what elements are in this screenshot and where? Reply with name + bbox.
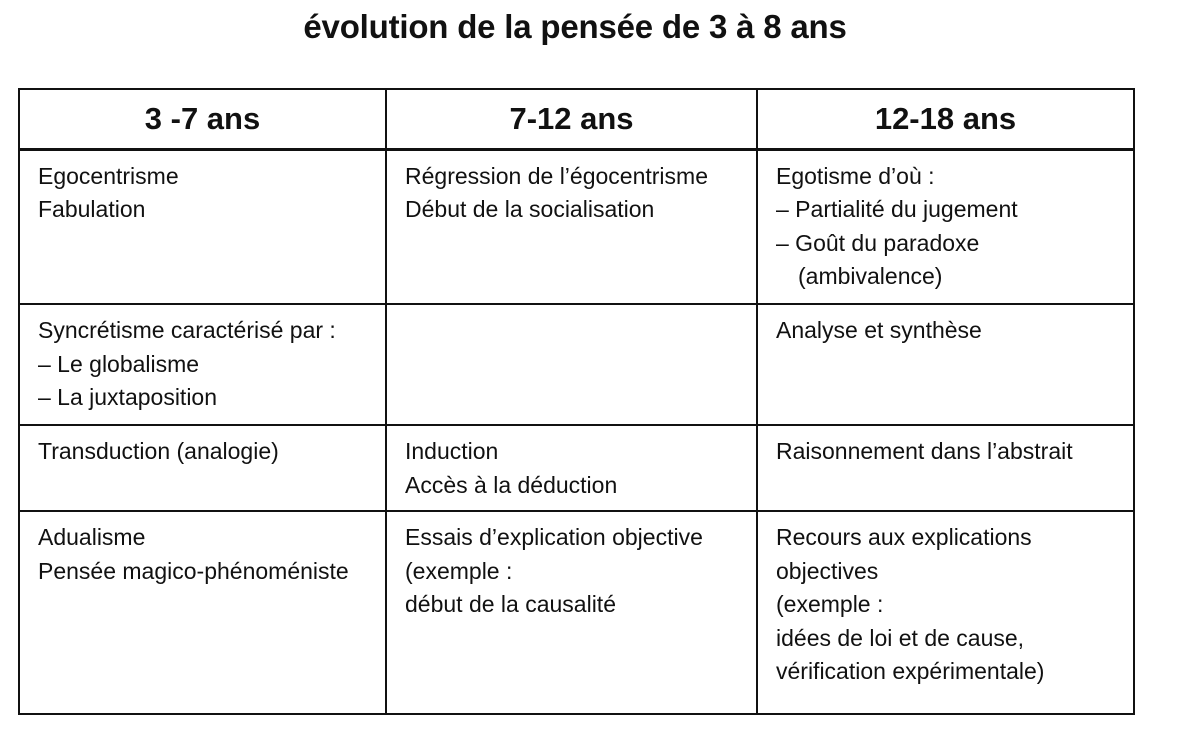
cell-line: Recours aux explications	[776, 524, 1032, 550]
cell-line: Induction	[405, 438, 499, 464]
cell-line: Adualisme	[38, 524, 146, 550]
cell-line: Raisonnement dans l’abstrait	[776, 438, 1073, 464]
cell-line: – Le globalisme	[38, 350, 200, 377]
column-header-7-12-ans: 7-12 ans	[386, 89, 757, 149]
cell-line: Accès à la déduction	[405, 471, 618, 498]
cell-line: début de la causalité	[405, 591, 616, 617]
table-cell	[19, 511, 386, 714]
table-cell	[19, 304, 386, 425]
column-header-3-7-ans: 3 -7 ans	[19, 89, 386, 149]
cell-line: Fabulation	[38, 196, 146, 222]
table-cell	[757, 149, 1134, 304]
table-cell	[386, 149, 757, 304]
cell-line: (ambivalence)	[798, 263, 943, 289]
table-cell-empty	[386, 304, 757, 425]
table-cell	[19, 149, 386, 304]
table-row	[19, 149, 1134, 304]
comparison-table	[18, 88, 1135, 715]
column-header-12-18-ans: 12-18 ans	[757, 89, 1134, 149]
cell-line: Syncrétisme caractérisé par :	[38, 317, 336, 343]
page-title: évolution de la pensée de 3 à 8 ans	[303, 8, 847, 45]
cell-line: Egotisme d’où :	[776, 162, 935, 189]
cell-line: – Partialité du jugement	[776, 196, 1018, 222]
table-cell	[757, 304, 1134, 425]
table-cell	[19, 425, 386, 511]
cell-line: (exemple :	[405, 557, 513, 584]
cell-line: idées de loi et de cause,	[776, 624, 1025, 651]
cell-line: – La juxtaposition	[38, 384, 218, 410]
table-cell	[757, 425, 1134, 511]
table-cell	[386, 511, 757, 714]
table-header-row	[19, 89, 1134, 149]
cell-line: Egocentrisme	[38, 162, 179, 189]
cell-line: Régression de l’égocentrisme	[405, 162, 708, 189]
cell-line: Essais d’explication objective	[405, 524, 703, 550]
cell-line: Analyse et synthèse	[776, 317, 982, 343]
cell-line: objectives	[776, 557, 879, 584]
table-row	[19, 425, 1134, 511]
cell-line: Pensée magico-phénoméniste	[38, 557, 349, 584]
cell-line: – Goût du paradoxe	[776, 229, 980, 256]
cell-line: Transduction (analogie)	[38, 438, 279, 464]
cell-line: Début de la socialisation	[405, 196, 655, 222]
table-row	[19, 304, 1134, 425]
cell-line: (exemple :	[776, 591, 884, 617]
cell-line: vérification expérimentale)	[776, 658, 1045, 684]
table-cell	[757, 511, 1134, 714]
table-cell	[386, 425, 757, 511]
table-row	[19, 511, 1134, 714]
